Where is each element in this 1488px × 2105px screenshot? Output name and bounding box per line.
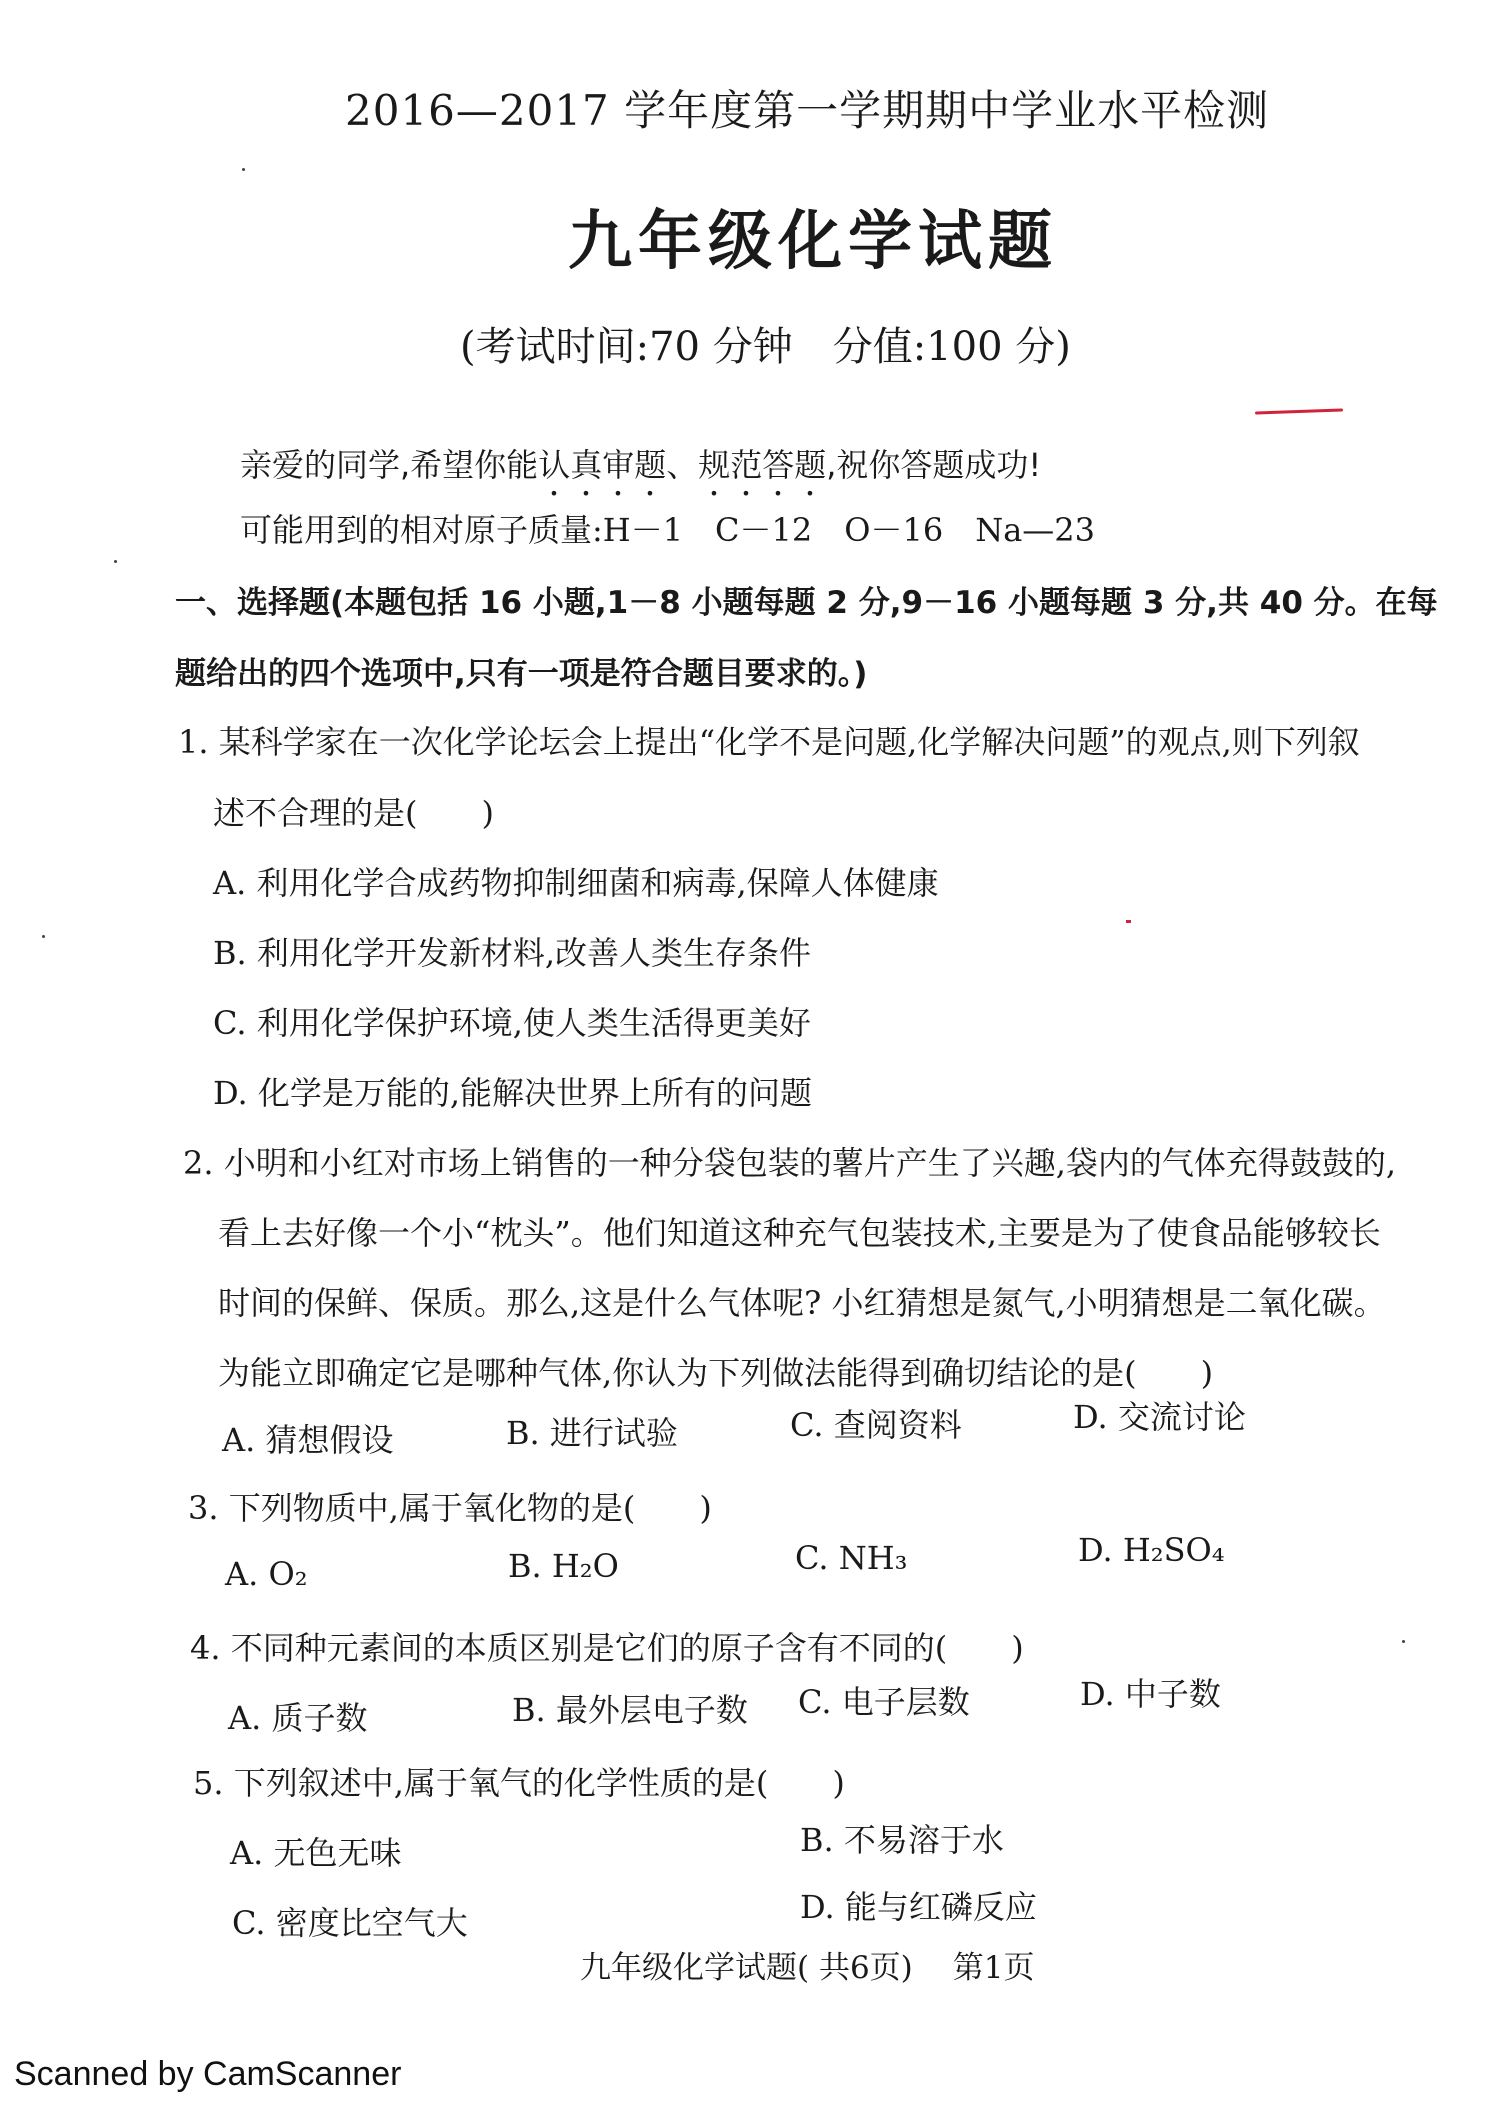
q3-option-c: C. NH₃ [795, 1539, 908, 1577]
section-heading-line1: 一、选择题(本题包括 16 小题,1－8 小题每题 2 分,9－16 小题每题 3 分,共 40 分。在每 [175, 585, 1438, 621]
q4-stem: 4. 不同种元素间的本质区别是它们的原子含有不同的( ) [190, 1629, 1024, 1667]
exam-info [460, 315, 1071, 372]
section-heading-line2: 题给出的四个选项中,只有一项是符合题目要求的。) [175, 656, 868, 692]
q5-option-a: A. 无色无味 [230, 1834, 402, 1872]
q4-option-d: D. 中子数 [1080, 1675, 1221, 1713]
exam-header-title: 2016—2017 学年度第一学期期中学业水平检测 [345, 86, 1270, 135]
q5-option-c: C. 密度比空气大 [232, 1904, 468, 1942]
subject-title: 九年级化学试题 [568, 204, 1058, 279]
q2-stem-line3: 时间的保鲜、保质。那么,这是什么气体呢? 小红猜想是氮气,小明猜想是二氧化碳。 [218, 1284, 1386, 1322]
exam-time: (考试时间:70 分钟 [460, 324, 793, 370]
q3-option-a: A. O₂ [225, 1555, 308, 1593]
q2-option-b: B. 进行试验 [506, 1414, 678, 1452]
red-pen-dot [1126, 920, 1131, 923]
q5-stem: 5. 下列叙述中,属于氧气的化学性质的是( ) [193, 1764, 845, 1802]
greeting-post: ,祝你答题成功! [826, 446, 1042, 484]
q4-option-a: A. 质子数 [228, 1699, 368, 1737]
page-footer [580, 1942, 1035, 1987]
q1-option-b: B. 利用化学开发新材料,改善人类生存条件 [213, 934, 812, 972]
greeting-pre: 亲爱的同学,希望你能 [240, 446, 539, 484]
q2-option-c: C. 查阅资料 [790, 1406, 962, 1444]
q1-option-a: A. 利用化学合成药物抑制细菌和病毒,保障人体健康 [213, 864, 939, 902]
footer-page-number: 第1页 [952, 1950, 1035, 1986]
scanner-watermark: Scanned by CamScanner [14, 2055, 402, 2093]
q4-option-c: C. 电子层数 [798, 1683, 970, 1721]
q3-stem: 3. 下列物质中,属于氧化物的是( ) [188, 1489, 712, 1527]
q2-stem-line2: 看上去好像一个小“枕头”。他们知道这种充气包装技术,主要是为了使食品能够较长 [218, 1214, 1381, 1252]
q3-option-b: B. H₂O [508, 1547, 619, 1585]
q1-option-d: D. 化学是万能的,能解决世界上所有的问题 [213, 1074, 813, 1112]
exam-score: 分值:100 分) [832, 324, 1071, 370]
q1-stem-line1: 1. 某科学家在一次化学论坛会上提出“化学不是问题,化学解决问题”的观点,则下列叙 [178, 723, 1360, 761]
q1-stem-line2: 述不合理的是( ) [213, 794, 494, 832]
q1-option-c: C. 利用化学保护环境,使人类生活得更美好 [213, 1004, 811, 1042]
greeting-emphasis-2: 规范答题 [698, 446, 827, 484]
q5-option-d: D. 能与红磷反应 [800, 1888, 1037, 1926]
greeting-emphasis-1: 认真审题 [538, 446, 667, 484]
greeting [240, 440, 1041, 503]
q2-stem-line1: 2. 小明和小红对市场上销售的一种分袋包装的薯片产生了兴趣,袋内的气体充得鼓鼓的, [183, 1144, 1397, 1182]
greeting-mid: 、 [666, 446, 699, 484]
footer-page-info: 九年级化学试题( 共6页) [580, 1950, 913, 1986]
q2-option-a: A. 猜想假设 [222, 1421, 394, 1459]
q4-option-b: B. 最外层电子数 [512, 1691, 748, 1729]
q2-option-d: D. 交流讨论 [1073, 1398, 1246, 1436]
q3-option-d: D. H₂SO₄ [1078, 1531, 1225, 1569]
atomic-masses: 可能用到的相对原子质量:H－1 C－12 O－16 Na—23 [240, 511, 1096, 549]
q2-stem-line4: 为能立即确定它是哪种气体,你认为下列做法能得到确切结论的是( ) [218, 1354, 1214, 1392]
q5-option-b: B. 不易溶于水 [800, 1821, 1004, 1859]
red-pen-mark [1255, 408, 1343, 414]
